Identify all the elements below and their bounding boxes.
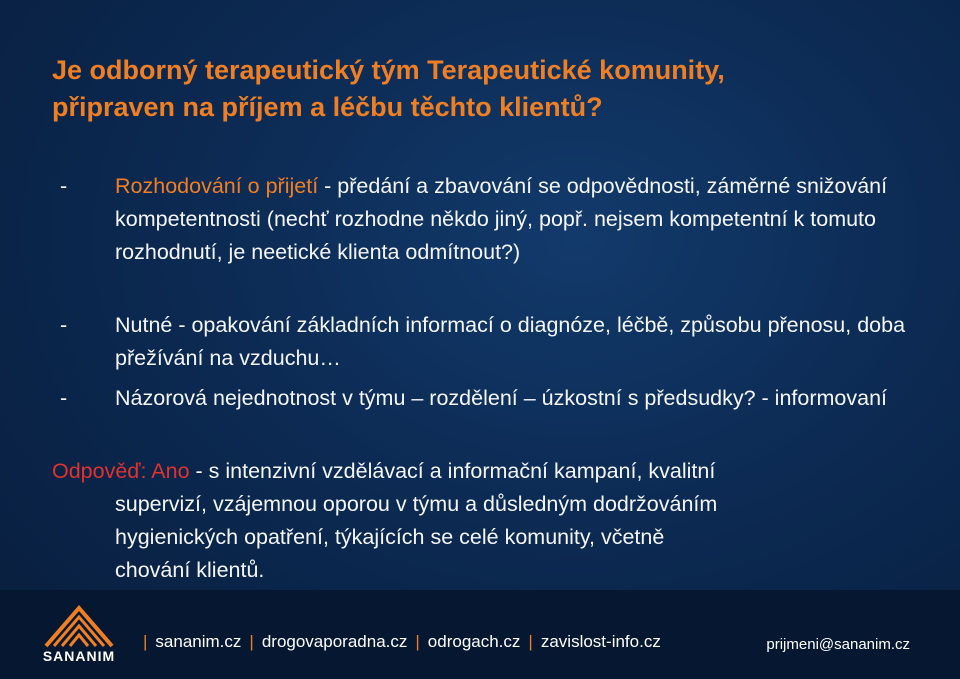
bullet-item-necessary [60, 309, 930, 375]
link-separator: | [528, 632, 533, 651]
bullet-highlight: Rozhodování o přijetí [115, 174, 319, 198]
answer-line-3: hygienických opatření, týkajících se celé komunity, včetně [115, 525, 665, 549]
answer-line-4: chování klientů. [115, 558, 265, 582]
title-line-1: Je odborný terapeutický tým Terapeutické komunity, [52, 55, 725, 85]
link-odrogach[interactable]: odrogach.cz [427, 632, 521, 651]
slide-title [52, 52, 932, 126]
bullet-body: Názorová nejednotnost v týmu – rozdělení – úzkostní s předsudky? - informovaní [115, 386, 888, 410]
logo-wordmark: SANANIM [42, 648, 116, 664]
bullet-text [115, 170, 930, 269]
bullet-dash: - [60, 174, 68, 198]
sananim-logo [40, 602, 118, 672]
bullet-dash: - [60, 313, 68, 337]
footer-links [135, 632, 661, 652]
footer-bar [0, 590, 960, 679]
link-separator: | [415, 632, 420, 651]
bullet-body: - předání a zbavování se odpovědnosti, záměrné snižování kompetentnosti (nechť rozhodne někdo jiný, popř. nejsem kompetentní k tomuto rozhodnutí, je neetické klienta odmítnout?) [115, 174, 888, 264]
link-separator: | [249, 632, 254, 651]
answer-label: Odpověď: Ano [52, 459, 190, 483]
link-sananim[interactable]: sananim.cz [155, 632, 242, 651]
link-separator: | [143, 632, 148, 651]
link-drogovaporadna[interactable]: drogovaporadna.cz [261, 632, 408, 651]
bullet-body: Nutné - opakování základních informací o diagnóze, léčbě, způsobu přenosu, doba přežívání na vzduchu… [115, 313, 906, 370]
logo-mountain-icon [40, 602, 118, 648]
link-zavislost-info[interactable]: zavislost-info.cz [540, 632, 661, 651]
bullet-dash: - [60, 386, 68, 410]
bullet-item-decision [60, 170, 930, 269]
answer-line-1: Odpověď: Ano - s intenzivní vzdělávací a informační kampaní, kvalitní [52, 459, 716, 483]
contact-email[interactable]: prijmeni@sananim.cz [766, 636, 910, 653]
answer-block [52, 455, 932, 587]
answer-line-2: supervizí, vzájemnou oporou v týmu a důsledným dodržováním [115, 492, 718, 516]
title-line-2: připraven na příjem a léčbu těchto klientů? [52, 92, 603, 122]
bullet-item-disagreement [60, 382, 930, 415]
